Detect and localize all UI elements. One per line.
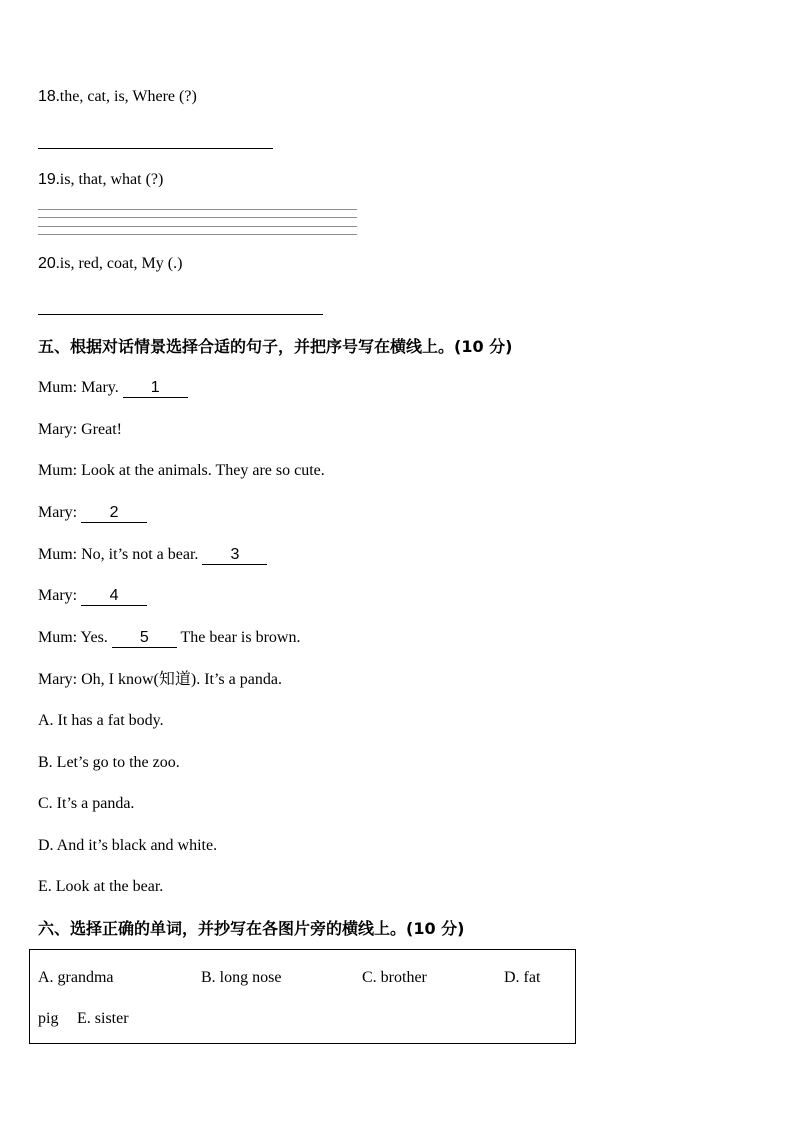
section-6-title: 六、选择正确的单词，并抄写在各图片旁的横线上。(10 分) bbox=[38, 919, 465, 938]
option-c: C. It’s a panda. bbox=[38, 795, 135, 812]
question-19 bbox=[38, 170, 163, 190]
answer-line-18 bbox=[38, 148, 273, 149]
option-e: E. Look at the bear. bbox=[38, 878, 164, 895]
word-option-e: E. sister bbox=[77, 1010, 129, 1027]
dialogue-text: Mary: bbox=[38, 587, 82, 604]
question-20-text: .is, red, coat, My (.) bbox=[55, 255, 183, 272]
word-option-b: B. long nose bbox=[201, 969, 282, 986]
dialogue-text: Mum: No, it’s not a bear. bbox=[38, 546, 203, 563]
word-choice-box bbox=[29, 949, 576, 1044]
question-18-text: .the, cat, is, Where (?) bbox=[55, 88, 197, 105]
dialogue-text: The bear is brown. bbox=[176, 629, 301, 646]
option-d: D. And it’s black and white. bbox=[38, 837, 218, 854]
option-b: B. Let’s go to the zoo. bbox=[38, 754, 180, 771]
dialogue-line bbox=[38, 420, 122, 440]
question-18-number: 18 bbox=[38, 88, 56, 105]
grid-line bbox=[38, 234, 357, 235]
dialogue-text: Mum: Yes. bbox=[38, 629, 112, 646]
dialogue-line bbox=[38, 628, 300, 648]
word-option-c: C. brother bbox=[362, 969, 427, 986]
dialogue-text: Mary: Great! bbox=[38, 421, 122, 438]
dialogue-text: Mary: Oh, I know(知道). It’s a panda. bbox=[38, 671, 282, 688]
dialogue-line bbox=[38, 586, 147, 606]
dialogue-line bbox=[38, 461, 325, 481]
question-19-text: .is, that, what (?) bbox=[55, 171, 164, 188]
answer-blank-1[interactable]: 1 bbox=[123, 378, 188, 398]
grid-line bbox=[38, 226, 357, 227]
question-20-number: 20 bbox=[38, 255, 56, 272]
answer-blank-5[interactable]: 5 bbox=[112, 628, 177, 648]
option-a: A. It has a fat body. bbox=[38, 712, 164, 729]
question-20 bbox=[38, 254, 182, 274]
four-line-writing-grid bbox=[38, 209, 357, 235]
word-option-d-continued: pig bbox=[38, 1010, 59, 1027]
answer-line-20 bbox=[38, 314, 323, 315]
section-5-title: 五、根据对话情景选择合适的句子，并把序号写在横线上。(10 分) bbox=[38, 337, 513, 356]
answer-blank-3[interactable]: 3 bbox=[202, 545, 267, 565]
grid-line bbox=[38, 217, 357, 218]
dialogue-text: Mary: bbox=[38, 504, 82, 521]
dialogue-line bbox=[38, 670, 282, 690]
dialogue-line bbox=[38, 503, 147, 523]
word-option-a: A. grandma bbox=[38, 969, 114, 986]
grid-line bbox=[38, 209, 357, 210]
answer-blank-2[interactable]: 2 bbox=[81, 503, 147, 523]
dialogue-text: Mum: Mary. bbox=[38, 379, 123, 396]
question-19-number: 19 bbox=[38, 171, 56, 188]
word-option-d: D. fat bbox=[504, 969, 541, 986]
dialogue-text: Mum: Look at the animals. They are so cute. bbox=[38, 462, 325, 479]
answer-blank-4[interactable]: 4 bbox=[81, 586, 147, 606]
dialogue-line bbox=[38, 378, 188, 398]
question-18 bbox=[38, 87, 197, 107]
dialogue-line bbox=[38, 545, 267, 565]
